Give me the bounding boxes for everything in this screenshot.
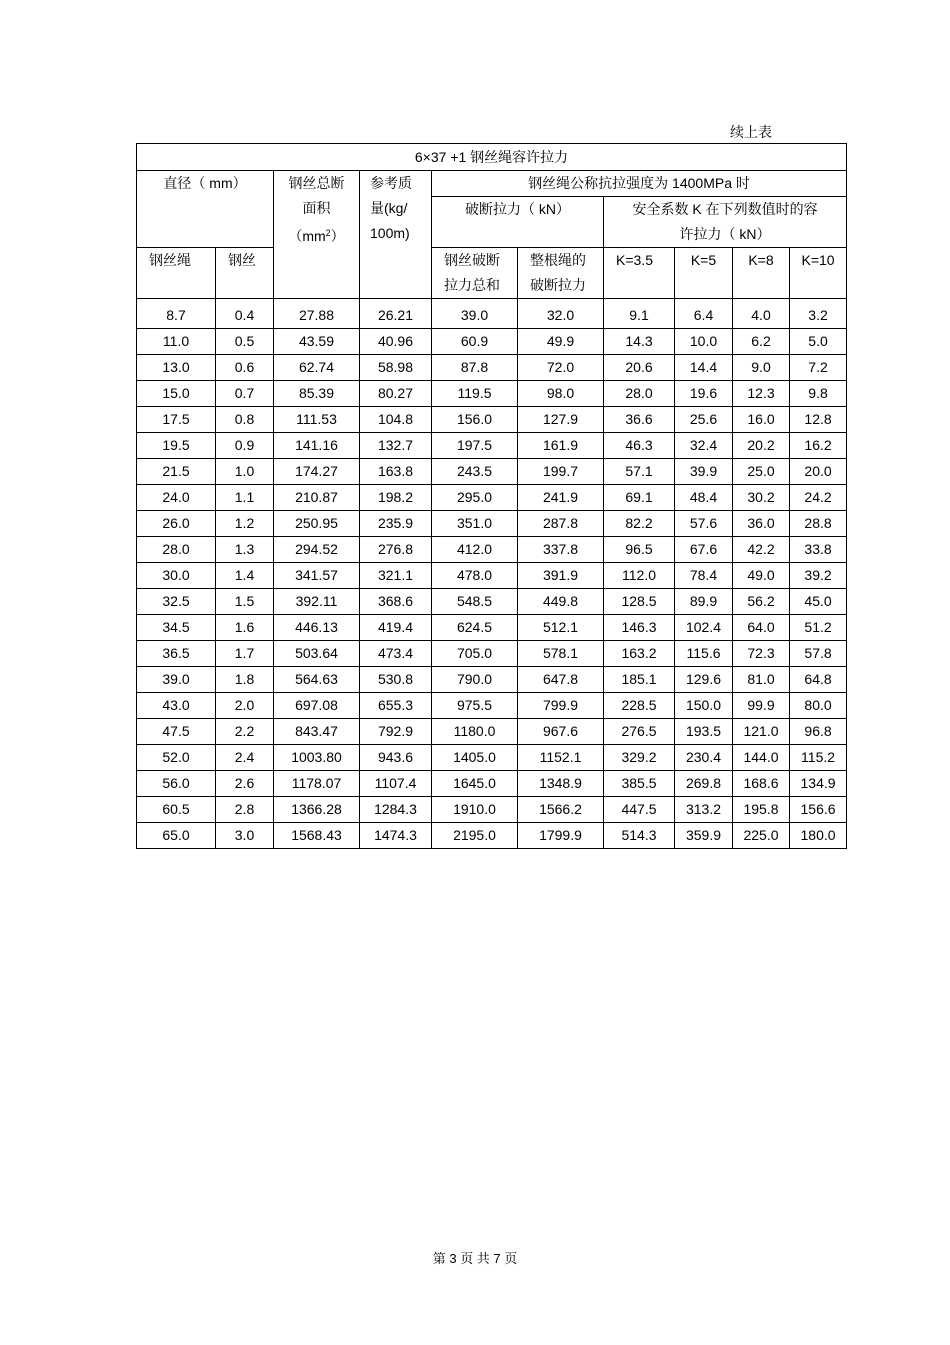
- table-cell: 276.8: [360, 537, 432, 563]
- table-cell: 1.2: [216, 511, 274, 537]
- table-cell: 225.0: [733, 823, 790, 849]
- table-cell: 2.4: [216, 745, 274, 771]
- table-cell: 1645.0: [432, 771, 518, 797]
- table-cell: 514.3: [604, 823, 675, 849]
- table-cell: 168.6: [733, 771, 790, 797]
- table-cell: 0.4: [216, 299, 274, 329]
- table-cell: 57.6: [675, 511, 733, 537]
- table-cell: 295.0: [432, 485, 518, 511]
- header-whole-rope: 整根绳的 破断拉力: [518, 248, 604, 299]
- table-cell: 2195.0: [432, 823, 518, 849]
- table-cell: 530.8: [360, 667, 432, 693]
- header-k-5: K=5: [675, 248, 733, 299]
- table-cell: 28.0: [137, 537, 216, 563]
- table-cell: 25.6: [675, 407, 733, 433]
- table-cell: 180.0: [790, 823, 847, 849]
- table-cell: 20.0: [790, 459, 847, 485]
- table-cell: 24.2: [790, 485, 847, 511]
- table-cell: 16.2: [790, 433, 847, 459]
- table-cell: 199.7: [518, 459, 604, 485]
- table-cell: 34.5: [137, 615, 216, 641]
- table-cell: 1.8: [216, 667, 274, 693]
- table-row: [137, 511, 847, 537]
- header-k-10: K=10: [790, 248, 847, 299]
- table-cell: 132.7: [360, 433, 432, 459]
- table-cell: 51.2: [790, 615, 847, 641]
- table-cell: 195.8: [733, 797, 790, 823]
- table-cell: 647.8: [518, 667, 604, 693]
- table-cell: 36.6: [604, 407, 675, 433]
- table-cell: 294.52: [274, 537, 360, 563]
- table-cell: 24.0: [137, 485, 216, 511]
- table-cell: 89.9: [675, 589, 733, 615]
- table-cell: 1568.43: [274, 823, 360, 849]
- table-cell: 337.8: [518, 537, 604, 563]
- table-cell: 321.1: [360, 563, 432, 589]
- table-cell: 17.5: [137, 407, 216, 433]
- table-cell: 12.3: [733, 381, 790, 407]
- table-cell: 269.8: [675, 771, 733, 797]
- table-cell: 78.4: [675, 563, 733, 589]
- table-cell: 9.1: [604, 299, 675, 329]
- table-cell: 25.0: [733, 459, 790, 485]
- table-cell: 52.0: [137, 745, 216, 771]
- table-cell: 146.3: [604, 615, 675, 641]
- table-cell: 697.08: [274, 693, 360, 719]
- table-cell: 64.8: [790, 667, 847, 693]
- page-footer: 第 3 页 共 7 页: [432, 1251, 518, 1266]
- table-cell: 0.9: [216, 433, 274, 459]
- table-cell: 230.4: [675, 745, 733, 771]
- table-cell: 1.4: [216, 563, 274, 589]
- table-cell: 655.3: [360, 693, 432, 719]
- table-cell: 1405.0: [432, 745, 518, 771]
- table-cell: 449.8: [518, 589, 604, 615]
- table-row: [137, 797, 847, 823]
- table-row: [137, 299, 847, 329]
- table-cell: 32.5: [137, 589, 216, 615]
- table-cell: 65.0: [137, 823, 216, 849]
- table-row: [137, 355, 847, 381]
- table-cell: 60.5: [137, 797, 216, 823]
- table-cell: 150.0: [675, 693, 733, 719]
- table-cell: 119.5: [432, 381, 518, 407]
- table-cell: 115.2: [790, 745, 847, 771]
- table-cell: 2.6: [216, 771, 274, 797]
- table-cell: 6.2: [733, 329, 790, 355]
- header-diameter: 直径（ mm）: [137, 171, 274, 248]
- table-cell: 9.8: [790, 381, 847, 407]
- table-cell: 276.5: [604, 719, 675, 745]
- table-cell: 250.95: [274, 511, 360, 537]
- table-row: [137, 537, 847, 563]
- table-cell: 967.6: [518, 719, 604, 745]
- table-cell: 174.27: [274, 459, 360, 485]
- table-title: 6×37 +1 钢丝绳容许拉力: [137, 144, 847, 171]
- table-cell: 1.0: [216, 459, 274, 485]
- table-cell: 1.5: [216, 589, 274, 615]
- table-cell: 19.5: [137, 433, 216, 459]
- table-cell: 1.7: [216, 641, 274, 667]
- table-cell: 368.6: [360, 589, 432, 615]
- table-cell: 478.0: [432, 563, 518, 589]
- table-cell: 1566.2: [518, 797, 604, 823]
- table-cell: 43.59: [274, 329, 360, 355]
- table-cell: 313.2: [675, 797, 733, 823]
- table-cell: 385.5: [604, 771, 675, 797]
- table-cell: 624.5: [432, 615, 518, 641]
- table-cell: 197.5: [432, 433, 518, 459]
- table-cell: 141.16: [274, 433, 360, 459]
- table-cell: 975.5: [432, 693, 518, 719]
- table-cell: 1107.4: [360, 771, 432, 797]
- table-cell: 3.0: [216, 823, 274, 849]
- table-cell: 57.8: [790, 641, 847, 667]
- table-cell: 5.0: [790, 329, 847, 355]
- table-row: [137, 329, 847, 355]
- table-cell: 21.5: [137, 459, 216, 485]
- table-row: [137, 485, 847, 511]
- table-cell: 1178.07: [274, 771, 360, 797]
- table-cell: 10.0: [675, 329, 733, 355]
- table-cell: 156.0: [432, 407, 518, 433]
- table-cell: 7.2: [790, 355, 847, 381]
- header-breaking: 破断拉力（ kN）: [432, 197, 604, 248]
- table-cell: 42.2: [733, 537, 790, 563]
- table-cell: 412.0: [432, 537, 518, 563]
- table-cell: 1474.3: [360, 823, 432, 849]
- table-cell: 26.0: [137, 511, 216, 537]
- table-cell: 80.27: [360, 381, 432, 407]
- table-cell: 67.6: [675, 537, 733, 563]
- table-cell: 72.3: [733, 641, 790, 667]
- table-cell: 943.6: [360, 745, 432, 771]
- table-cell: 104.8: [360, 407, 432, 433]
- table-cell: 56.0: [137, 771, 216, 797]
- table-cell: 4.0: [733, 299, 790, 329]
- table-cell: 156.6: [790, 797, 847, 823]
- table-cell: 112.0: [604, 563, 675, 589]
- table-cell: 49.9: [518, 329, 604, 355]
- table-cell: 47.5: [137, 719, 216, 745]
- table-cell: 210.87: [274, 485, 360, 511]
- table-cell: 19.6: [675, 381, 733, 407]
- table-row: [137, 563, 847, 589]
- table-cell: 144.0: [733, 745, 790, 771]
- table-cell: 99.9: [733, 693, 790, 719]
- table-cell: 419.4: [360, 615, 432, 641]
- table-row: [137, 823, 847, 849]
- table-row: [137, 381, 847, 407]
- table-cell: 36.0: [733, 511, 790, 537]
- table-cell: 193.5: [675, 719, 733, 745]
- table-cell: 32.0: [518, 299, 604, 329]
- table-cell: 1.3: [216, 537, 274, 563]
- table-cell: 843.47: [274, 719, 360, 745]
- table-cell: 60.9: [432, 329, 518, 355]
- table-cell: 341.57: [274, 563, 360, 589]
- table-cell: 80.0: [790, 693, 847, 719]
- table-cell: 43.0: [137, 693, 216, 719]
- table-cell: 134.9: [790, 771, 847, 797]
- table-cell: 1.6: [216, 615, 274, 641]
- table-cell: 72.0: [518, 355, 604, 381]
- header-k-8: K=8: [733, 248, 790, 299]
- table-cell: 6.4: [675, 299, 733, 329]
- table-cell: 14.4: [675, 355, 733, 381]
- table-cell: 578.1: [518, 641, 604, 667]
- table-cell: 1366.28: [274, 797, 360, 823]
- table-cell: 235.9: [360, 511, 432, 537]
- table-cell: 792.9: [360, 719, 432, 745]
- table-row: [137, 615, 847, 641]
- table-cell: 36.5: [137, 641, 216, 667]
- table-cell: 241.9: [518, 485, 604, 511]
- table-row: [137, 719, 847, 745]
- table-cell: 121.0: [733, 719, 790, 745]
- table-cell: 392.11: [274, 589, 360, 615]
- table-cell: 2.2: [216, 719, 274, 745]
- table-cell: 20.2: [733, 433, 790, 459]
- table-cell: 40.96: [360, 329, 432, 355]
- table-cell: 0.8: [216, 407, 274, 433]
- table-cell: 39.0: [137, 667, 216, 693]
- table-cell: 705.0: [432, 641, 518, 667]
- table-cell: 27.88: [274, 299, 360, 329]
- table-cell: 39.9: [675, 459, 733, 485]
- table-cell: 391.9: [518, 563, 604, 589]
- table-cell: 185.1: [604, 667, 675, 693]
- table-cell: 287.8: [518, 511, 604, 537]
- table-cell: 20.6: [604, 355, 675, 381]
- table-row: [137, 771, 847, 797]
- table-row: [137, 589, 847, 615]
- header-wire: 钢丝: [216, 248, 274, 299]
- table-cell: 39.0: [432, 299, 518, 329]
- table-cell: 0.6: [216, 355, 274, 381]
- table-cell: 48.4: [675, 485, 733, 511]
- header-strength: 钢丝绳公称抗拉强度为 1400MPa 时: [432, 171, 847, 197]
- table-cell: 111.53: [274, 407, 360, 433]
- table-cell: 15.0: [137, 381, 216, 407]
- table-cell: 351.0: [432, 511, 518, 537]
- table-row: [137, 693, 847, 719]
- table-cell: 359.9: [675, 823, 733, 849]
- table-cell: 56.2: [733, 589, 790, 615]
- table-cell: 69.1: [604, 485, 675, 511]
- table-row: [137, 641, 847, 667]
- table-cell: 2.8: [216, 797, 274, 823]
- table-cell: 32.4: [675, 433, 733, 459]
- table-cell: 198.2: [360, 485, 432, 511]
- table-cell: 26.21: [360, 299, 432, 329]
- table-cell: 790.0: [432, 667, 518, 693]
- rope-tension-table: [136, 143, 847, 849]
- header-safety: 安全系数 K 在下列数值时的容 许拉力（ kN）: [604, 197, 847, 248]
- table-cell: 2.0: [216, 693, 274, 719]
- table-cell: 12.8: [790, 407, 847, 433]
- table-cell: 8.7: [137, 299, 216, 329]
- table-cell: 14.3: [604, 329, 675, 355]
- table-cell: 0.7: [216, 381, 274, 407]
- table-cell: 62.74: [274, 355, 360, 381]
- table-cell: 102.4: [675, 615, 733, 641]
- table-cell: 446.13: [274, 615, 360, 641]
- table-cell: 1003.80: [274, 745, 360, 771]
- table-cell: 58.98: [360, 355, 432, 381]
- table-row: [137, 459, 847, 485]
- table-cell: 329.2: [604, 745, 675, 771]
- table-cell: 39.2: [790, 563, 847, 589]
- table-cell: 96.8: [790, 719, 847, 745]
- table-cell: 163.8: [360, 459, 432, 485]
- table-cell: 81.0: [733, 667, 790, 693]
- table-cell: 96.5: [604, 537, 675, 563]
- header-mass: 参考质 量(kg/ 100m): [360, 171, 432, 299]
- table-cell: 129.6: [675, 667, 733, 693]
- table-cell: 1799.9: [518, 823, 604, 849]
- table-cell: 1152.1: [518, 745, 604, 771]
- table-cell: 163.2: [604, 641, 675, 667]
- table-cell: 1.1: [216, 485, 274, 511]
- table-cell: 30.0: [137, 563, 216, 589]
- table-cell: 9.0: [733, 355, 790, 381]
- table-cell: 243.5: [432, 459, 518, 485]
- table-cell: 28.8: [790, 511, 847, 537]
- table-cell: 28.0: [604, 381, 675, 407]
- table-cell: 33.8: [790, 537, 847, 563]
- header-area: 钢丝总断 面积 $(mm^2)$: [274, 171, 360, 299]
- header-k-3-5: K=3.5: [604, 248, 675, 299]
- table-cell: 127.9: [518, 407, 604, 433]
- table-cell: 1910.0: [432, 797, 518, 823]
- table-cell: 98.0: [518, 381, 604, 407]
- table-cell: 30.2: [733, 485, 790, 511]
- table-cell: 87.8: [432, 355, 518, 381]
- table-row: [137, 407, 847, 433]
- table-cell: 1284.3: [360, 797, 432, 823]
- table-cell: 548.5: [432, 589, 518, 615]
- table-cell: 228.5: [604, 693, 675, 719]
- header-wire-total: 钢丝破断 拉力总和: [432, 248, 518, 299]
- header-rope: 钢丝绳: [137, 248, 216, 299]
- table-cell: 115.6: [675, 641, 733, 667]
- table-body: [137, 299, 847, 849]
- table-cell: 1180.0: [432, 719, 518, 745]
- table-cell: 3.2: [790, 299, 847, 329]
- table-cell: 564.63: [274, 667, 360, 693]
- table-cell: 57.1: [604, 459, 675, 485]
- table-cell: 447.5: [604, 797, 675, 823]
- table-row: [137, 667, 847, 693]
- continued-label: 续上表: [730, 124, 772, 140]
- table-row: [137, 433, 847, 459]
- table-cell: 45.0: [790, 589, 847, 615]
- table-cell: 161.9: [518, 433, 604, 459]
- table-cell: 11.0: [137, 329, 216, 355]
- table-cell: 49.0: [733, 563, 790, 589]
- table-cell: 473.4: [360, 641, 432, 667]
- table-cell: 64.0: [733, 615, 790, 641]
- table-cell: 1348.9: [518, 771, 604, 797]
- table-cell: 512.1: [518, 615, 604, 641]
- table-cell: 13.0: [137, 355, 216, 381]
- table-row: [137, 745, 847, 771]
- table-cell: 85.39: [274, 381, 360, 407]
- table-cell: 799.9: [518, 693, 604, 719]
- table-cell: 503.64: [274, 641, 360, 667]
- table-cell: 82.2: [604, 511, 675, 537]
- table-cell: 0.5: [216, 329, 274, 355]
- table-cell: 128.5: [604, 589, 675, 615]
- table-cell: 16.0: [733, 407, 790, 433]
- table-cell: 46.3: [604, 433, 675, 459]
